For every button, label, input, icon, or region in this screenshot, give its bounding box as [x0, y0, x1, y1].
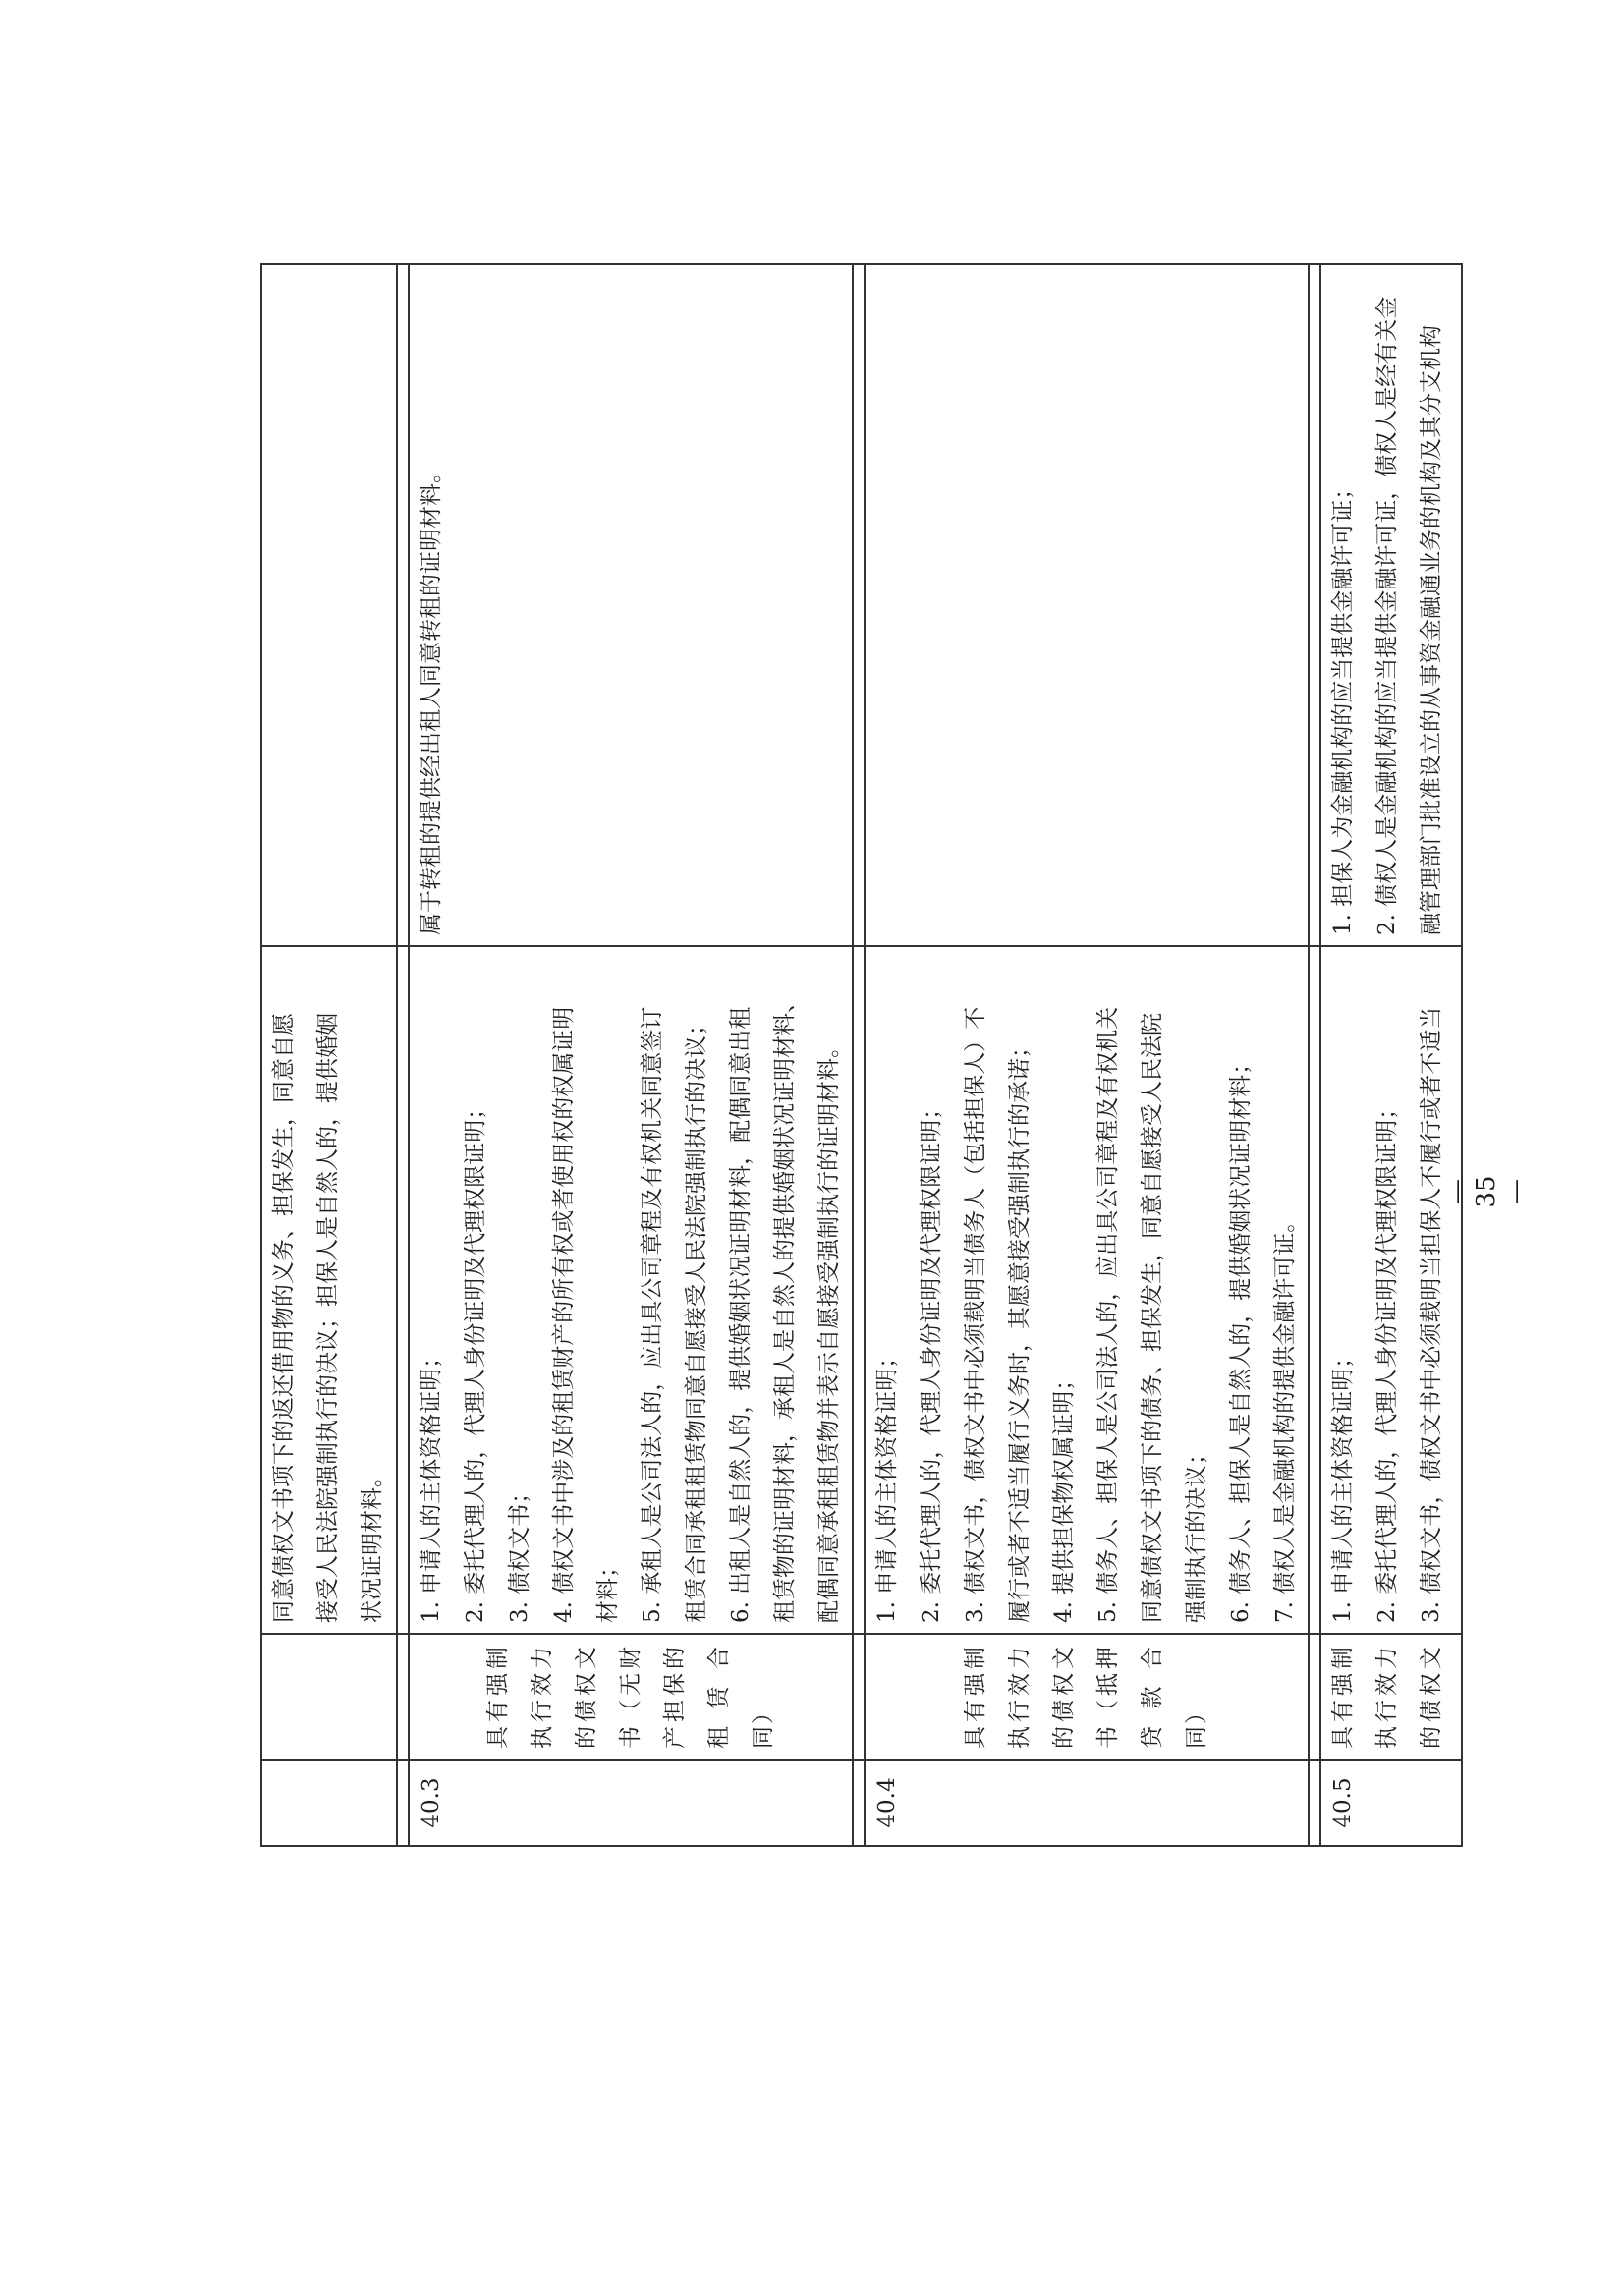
- materials-cell: [865, 946, 1309, 1634]
- item-number-cell: [261, 1760, 397, 1846]
- page-number: — 35 —: [1442, 1175, 1531, 1208]
- material-line: 材料；: [595, 1555, 621, 1623]
- material-line: 7. 债权人是金融机构的提供金融许可证。: [1272, 1209, 1298, 1623]
- material-line: 租赁合同承租租赁物同意自愿接受人民法院强制执行的决议；: [684, 1013, 709, 1623]
- material-line: 2. 委托代理人的，代理人身份证明及代理权限证明；: [919, 1096, 944, 1623]
- materials-table: [260, 263, 1463, 1847]
- item-name-cell: [1320, 1634, 1462, 1760]
- item-name-line: 同）: [1184, 1700, 1209, 1749]
- material-line: 1. 申请人的主体资格证明；: [1330, 1345, 1356, 1623]
- item-name-cell: [865, 1634, 1309, 1760]
- material-line: 3. 债权文书；: [507, 1481, 532, 1623]
- item-name-line: 的债权文: [1419, 1645, 1444, 1749]
- item-number: 40.5: [1320, 1760, 1462, 1846]
- table-row: [261, 264, 397, 1846]
- material-line: 5. 承租人是公司法人的，应出具公司章程及有权机关同意签订: [640, 1006, 665, 1623]
- material-line: 5. 债务人、担保人是公司法人的，应出具公司章程及有权机关: [1095, 1006, 1121, 1623]
- rotated-page-content: [260, 255, 1444, 1847]
- note-line: 2. 债权人是金融机构的应当提供金融许可证，债权人是经有关金: [1374, 296, 1400, 935]
- material-line: 配偶同意承租租赁物并表示自愿接受强制执行的证明材料。: [816, 1036, 842, 1623]
- material-line: 2. 委托代理人的，代理人身份证明及代理权限证明；: [1374, 1096, 1400, 1623]
- item-name-line: 的债权文: [573, 1645, 599, 1749]
- materials-cell: [261, 946, 397, 1634]
- material-line: 4. 债权文书中涉及的租赁财产的所有权或者使用权的权属证明: [551, 1006, 577, 1623]
- item-name-line: 执行效力: [529, 1645, 555, 1749]
- material-line: 履行或者不适当履行义务时，其愿意接受强制执行的承诺；: [1007, 1036, 1033, 1623]
- item-name-line: 执行效力: [1007, 1645, 1033, 1749]
- material-line: 4. 提供担保物权属证明；: [1051, 1368, 1077, 1623]
- material-line: 接受人民法院强制执行的决议；担保人是自然人的，提供婚姻: [315, 1013, 341, 1623]
- item-name-line: 书（无财: [617, 1645, 644, 1749]
- material-line: 1. 申请人的主体资格证明；: [419, 1345, 444, 1623]
- item-name-line: 的债权文: [1051, 1645, 1077, 1749]
- row-separator: [853, 264, 865, 1846]
- row-separator: [1309, 264, 1320, 1846]
- material-line: 强制执行的决议；: [1184, 1442, 1209, 1623]
- table-row: [1320, 264, 1462, 1846]
- item-name-line: 产担保的: [661, 1645, 688, 1749]
- item-number: 40.4: [865, 1760, 1309, 1846]
- material-line: 6. 债务人、担保人是自然人的，提供婚姻状况证明材料；: [1228, 1051, 1254, 1623]
- material-line: 3. 债权文书，债权文书中必须载明当债务人（包括担保人）不: [963, 1006, 988, 1623]
- item-name-line: 具有强制: [1330, 1645, 1356, 1749]
- item-name-line: 执行效力: [1374, 1645, 1400, 1749]
- item-number: 40.3: [409, 1760, 853, 1846]
- item-name-line: 同）: [750, 1700, 776, 1749]
- note-line: 融管理部门批准设立的从事资金融通业务的机构及其分支机构: [1419, 325, 1444, 935]
- item-name-line: 贷 款 合: [1140, 1645, 1165, 1749]
- table-row: [409, 264, 853, 1846]
- item-name-line: 租 赁 合: [705, 1645, 732, 1749]
- item-name-cell: [261, 1634, 397, 1760]
- material-line: 1. 申请人的主体资格证明；: [874, 1345, 900, 1623]
- item-name-line: 具有强制: [484, 1645, 511, 1749]
- note-text: 属于转租的提供经出租人同意转租的证明材料。: [419, 461, 444, 935]
- material-line: 6. 出租人是自然人的，提供婚姻状况证明材料，配偶同意出租: [728, 1006, 754, 1623]
- item-name-cell: [409, 1634, 853, 1760]
- materials-cell: [1320, 946, 1462, 1634]
- material-line: 租赁物的证明材料，承租人是自然人的提供婚姻状况证明材料、: [772, 990, 798, 1623]
- table-row: [865, 264, 1309, 1846]
- item-name-line: 具有强制: [963, 1645, 988, 1749]
- row-separator: [397, 264, 409, 1846]
- material-line: 状况证明材料。: [360, 1465, 385, 1623]
- note-cell: [409, 264, 853, 946]
- materials-cell: [409, 946, 853, 1634]
- material-line: 2. 委托代理人的，代理人身份证明及代理权限证明；: [463, 1096, 488, 1623]
- note-cell: [865, 264, 1309, 946]
- note-line: 1. 担保人为金融机构的应当提供金融许可证；: [1330, 476, 1356, 935]
- material-line: 同意债权文书项下的债务、担保发生，同意自愿接受人民法院: [1140, 1013, 1165, 1623]
- note-cell: [261, 264, 397, 946]
- material-line: 3. 债权文书，债权文书中必须载明当担保人不履行或者不适当: [1419, 1006, 1444, 1623]
- material-line: 同意债权文书项下的返还借用物的义务、担保发生，同意自愿: [271, 1013, 297, 1623]
- item-name-line: 书（抵押: [1095, 1645, 1121, 1749]
- note-cell: [1320, 264, 1462, 946]
